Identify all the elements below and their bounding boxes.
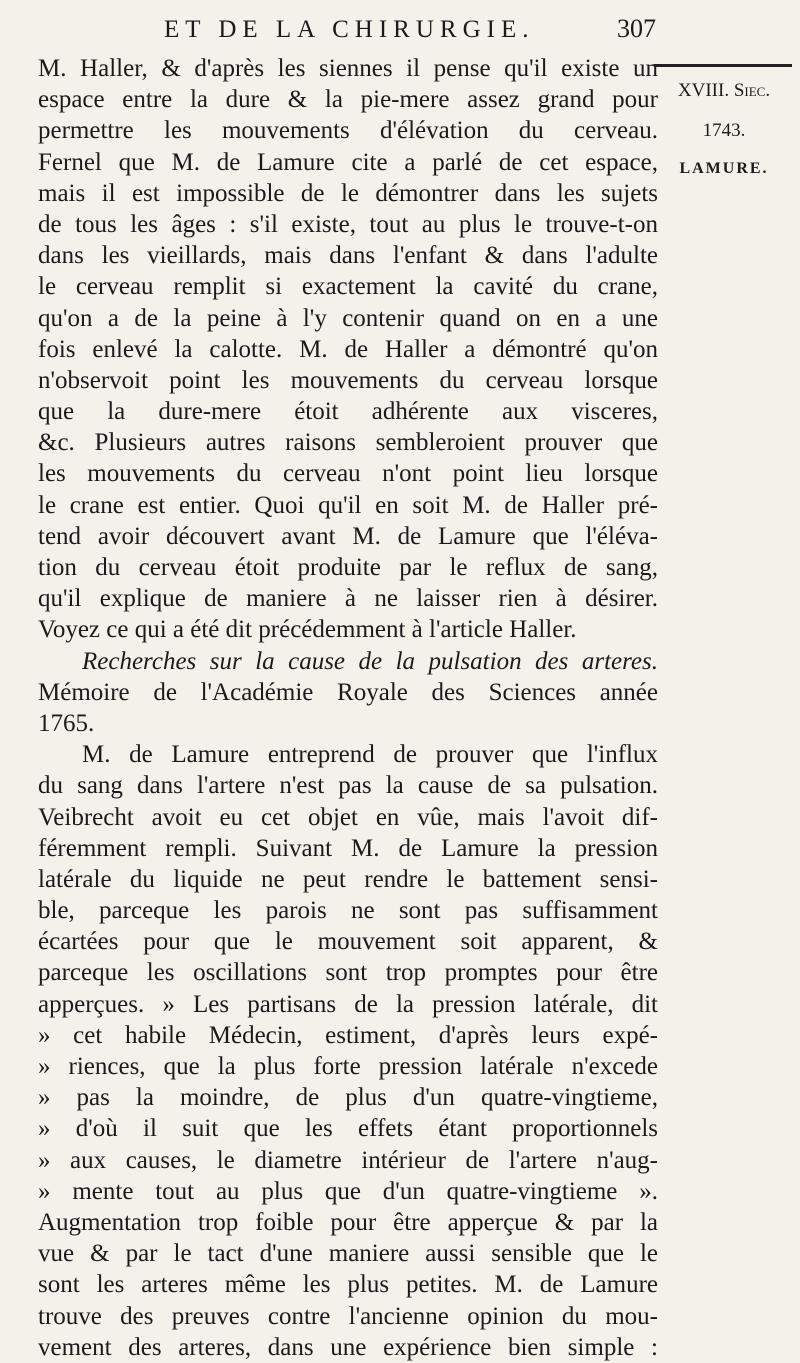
text-line: vement des arteres, dans une expérience bien simple : — [38, 1333, 658, 1361]
text-line: espace entre la dure & la pie-mere assez grand pour — [38, 86, 658, 114]
text-line: &c. Plusieurs autres raisons sembleroient prouver que — [38, 429, 658, 457]
text-line: permettre les mouvements d'élévation du cerveau. — [38, 117, 658, 145]
text-line: tend avoir découvert avant M. de Lamure que l'éléva- — [38, 522, 658, 550]
text-line: du sang dans l'artere n'est pas la cause de sa pulsation. — [38, 772, 658, 800]
text-line: féremment rempli. Suivant M. de Lamure la pression — [38, 834, 658, 862]
text-line: Fernel que M. de Lamure cite a parlé de cet espace, — [38, 148, 658, 176]
text-line: sont les arteres même les plus petites. M. de Lamure — [38, 1271, 658, 1299]
margin-century: XVIII. Siec. — [677, 80, 771, 101]
body-text — [38, 53, 658, 1363]
text-line: qu'il explique de maniere à ne laisser rien à désirer. — [38, 585, 658, 613]
text-line: les mouvements du cerveau n'ont point lieu lorsque — [38, 460, 658, 488]
text-line: vue & par le tact d'une maniere aussi sensible que le — [38, 1240, 658, 1268]
text-line: de tous les âges : s'il existe, tout au plus le trouve-t-on — [38, 210, 658, 238]
text-line: fois enlevé la calotte. M. de Haller a démontré qu'on — [38, 335, 658, 363]
text-line: le cerveau remplit si exactement la cavité du crane, — [38, 273, 658, 301]
quote-line: » riences, que la plus forte pression latérale n'excede — [38, 1053, 658, 1080]
margin-rule — [654, 64, 792, 67]
running-head: ET DE LA CHIRURGIE. — [164, 16, 535, 43]
text-line: M. Haller, & d'après les siennes il pense qu'il existe un — [38, 55, 658, 82]
quote-line: » aux causes, le diametre intérieur de l'artere n'aug- — [38, 1146, 658, 1174]
text-line: Voyez ce qui a été dit précédemment à l'article Haller. — [38, 616, 577, 644]
text-line: Veibrecht avoit eu cet objet en vûe, mais l'avoit dif- — [38, 803, 658, 831]
text-line: écartées pour que le mouvement soit apparent, & — [38, 928, 658, 956]
page-header — [150, 14, 670, 44]
text-line: apperçues. » Les partisans de la pression latérale, dit — [38, 990, 658, 1018]
margin-notes — [656, 74, 792, 178]
text-line: ble, parceque les parois ne sont pas suffisamment — [38, 897, 658, 925]
section-heading-year: 1765. — [38, 709, 95, 737]
quote-line: » mente tout au plus que d'un quatre-vingtieme ». — [38, 1177, 658, 1205]
text-line: le crane est entier. Quoi qu'il en soit M. de Haller pré- — [38, 491, 658, 519]
section-heading-source: Mémoire de l'Académie Royale des Sciences année — [38, 678, 658, 706]
margin-year: 1743. — [702, 120, 746, 141]
quote-line: » pas la moindre, de plus d'un quatre-vingtieme, — [38, 1084, 658, 1112]
text-line: n'observoit point les mouvements du cerveau lorsque — [38, 366, 658, 394]
text-line: tion du cerveau étoit produite par le reflux de sang, — [38, 554, 658, 581]
text-line: Augmentation trop foible pour être apperçue & par la — [38, 1208, 658, 1236]
text-line: trouve des preuves contre l'ancienne opinion du mou- — [38, 1302, 658, 1330]
text-line: latérale du liquide ne peut rendre le battement sensi- — [38, 865, 658, 893]
margin-author: LAMURE. — [679, 160, 769, 177]
text-line: mais il est impossible de le démontrer dans les sujets — [38, 179, 658, 207]
quote-line: » cet habile Médecin, estiment, d'après leurs expé- — [38, 1021, 658, 1049]
page-number: 307 — [617, 14, 656, 43]
text-line: que la dure-mere étoit adhérente aux visceres, — [38, 398, 658, 426]
text-line: parceque les oscillations sont trop promptes pour être — [38, 959, 658, 987]
section-heading-title: Recherches sur la cause de la pulsation des arteres. — [82, 647, 658, 675]
text-line: M. de Lamure entreprend de prouver que l'influx — [82, 741, 658, 769]
quote-line: » d'où il suit que les effets étant proportionnels — [38, 1115, 658, 1143]
text-line: dans les vieillards, mais dans l'enfant & dans l'adulte — [38, 242, 658, 270]
text-line: qu'on a de la peine à l'y contenir quand on en a une — [38, 304, 658, 332]
